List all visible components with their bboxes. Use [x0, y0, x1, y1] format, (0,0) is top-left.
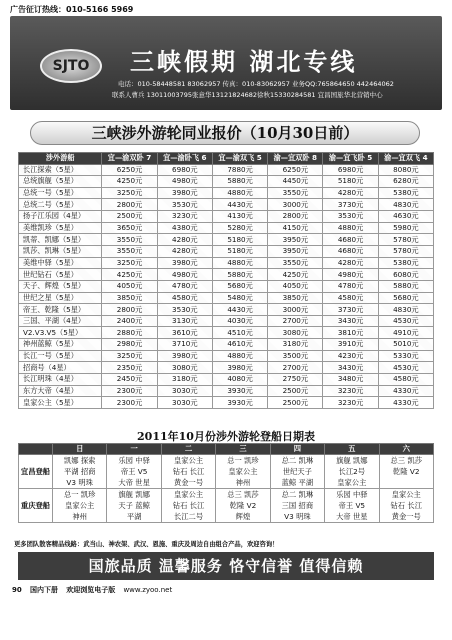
price-cell: 4280元 [157, 234, 212, 246]
ship-line: 旗舰 凯娜 [118, 490, 150, 499]
ship-line: 总二 凯琳 [281, 490, 314, 499]
ship-line: 天子 蓝鲸 [118, 501, 150, 510]
price-cell: 2980元 [102, 339, 157, 351]
price-header-cell: 涉外游船 [19, 153, 102, 165]
price-cell: 4980元 [323, 269, 378, 281]
schedule-header-cell: 六 [379, 444, 433, 455]
price-cell: 3810元 [323, 327, 378, 339]
price-cell: 4780元 [323, 280, 378, 292]
price-cell: 4050元 [102, 280, 157, 292]
price-cell: 4430元 [212, 199, 267, 211]
price-cell: 3650元 [102, 222, 157, 234]
ship-line: 钻石 长江 [390, 501, 423, 510]
price-cell: 2500元 [102, 211, 157, 223]
ship-line: 神州 [72, 512, 87, 521]
price-cell: 3950元 [268, 234, 323, 246]
ship-line: 长江二号 [173, 512, 204, 521]
ship-name-cell: 三国、平湖（4星） [19, 315, 102, 327]
price-cell: 3550元 [102, 245, 157, 257]
ship-line: 钻石 长江 [172, 501, 205, 510]
price-cell: 3730元 [323, 304, 378, 316]
website-url: www.zyoo.net [123, 586, 173, 594]
price-cell: 5010元 [378, 339, 433, 351]
table-row [19, 385, 434, 397]
price-cell: 3730元 [323, 199, 378, 211]
schedule-title: 2011年10月份涉外游轮登船日期表 [137, 430, 315, 443]
price-cell: 4680元 [323, 245, 378, 257]
page-number: 90 [12, 586, 22, 594]
ship-line: 旗舰 凯娜 [336, 456, 368, 465]
route-note: 更多团队散客精品线路：武当山、神农架、武汉、恩施、重庆及周边自由组合产品，欢迎咨询！ [14, 541, 279, 548]
ship-name-cell: 扬子江乐园（4星） [19, 211, 102, 223]
schedule-row-label: 宜昌登船 [19, 455, 53, 489]
price-cell: 5380元 [378, 187, 433, 199]
ship-name-cell: 美维中驿（5星） [19, 257, 102, 269]
price-cell: 2700元 [268, 362, 323, 374]
schedule-header-cell: 二 [161, 444, 215, 455]
price-cell: 3180元 [157, 374, 212, 386]
price-cell: 3230元 [157, 211, 212, 223]
price-table [18, 152, 434, 409]
price-cell: 5180元 [323, 176, 378, 188]
ship-line: 黄金一号 [173, 478, 204, 487]
schedule-header-cell: 三 [216, 444, 270, 455]
price-cell: 5880元 [212, 269, 267, 281]
schedule-header-cell: 日 [53, 444, 107, 455]
ship-name-cell: 总统一号（5星） [19, 187, 102, 199]
schedule-cell [216, 489, 270, 523]
price-cell: 2800元 [102, 199, 157, 211]
schedule-table [18, 443, 434, 523]
ship-name-cell: 皇家公主（5星） [19, 397, 102, 409]
ship-line: 蓝鲸 平湖 [281, 478, 314, 487]
ship-name-cell: 长江探索（5星） [19, 164, 102, 176]
schedule-header-cell: 四 [270, 444, 324, 455]
table-row [19, 269, 434, 281]
price-cell: 2500元 [268, 397, 323, 409]
schedule-header-cell [19, 444, 53, 455]
price-cell: 5480元 [212, 292, 267, 304]
price-cell: 6080元 [378, 269, 433, 281]
table-row [19, 187, 434, 199]
ship-name-cell: 神州蓝鲸（5星） [19, 339, 102, 351]
price-cell: 4380元 [157, 222, 212, 234]
price-cell: 3530元 [157, 304, 212, 316]
ship-name-cell: V2.V3.V5（5星） [19, 327, 102, 339]
schedule-header-cell: 五 [325, 444, 379, 455]
ship-line: 总三 凯莎 [227, 490, 259, 499]
ship-line: 凯娜 探索 [63, 456, 96, 465]
price-cell: 4980元 [157, 176, 212, 188]
price-cell: 3530元 [323, 211, 378, 223]
price-cell: 4130元 [212, 211, 267, 223]
price-cell: 3530元 [157, 199, 212, 211]
price-cell: 3850元 [102, 292, 157, 304]
price-cell: 2800元 [102, 304, 157, 316]
price-cell: 3930元 [212, 385, 267, 397]
schedule-cell [325, 489, 379, 523]
price-cell: 4450元 [268, 176, 323, 188]
ship-line: 三国 招商 [281, 501, 314, 510]
price-cell: 5680元 [212, 280, 267, 292]
price-cell: 3930元 [212, 397, 267, 409]
price-cell: 4330元 [378, 397, 433, 409]
ship-name-cell: 天子、辉煌（5星） [19, 280, 102, 292]
ship-line: 乾隆 V2 [229, 501, 257, 510]
brand-title: 三峡假期 湖北专线 [130, 47, 358, 76]
ship-line: 黄金一号 [391, 512, 421, 521]
price-cell: 6250元 [102, 164, 157, 176]
table-row [19, 222, 434, 234]
schedule-cell [270, 489, 324, 523]
price-cell: 3250元 [102, 257, 157, 269]
price-cell: 2300元 [102, 385, 157, 397]
schedule-cell [379, 489, 433, 523]
price-cell: 4030元 [212, 315, 267, 327]
table-row [19, 304, 434, 316]
ship-line: 皇家公主 [391, 490, 421, 499]
table-row [19, 374, 434, 386]
ship-name-cell: 长江明珠（4星） [19, 374, 102, 386]
price-cell: 6250元 [268, 164, 323, 176]
price-cell: 3610元 [157, 327, 212, 339]
ship-line: 大帝 世星 [336, 512, 368, 521]
schedule-header-cell: 一 [107, 444, 161, 455]
price-cell: 3550元 [268, 187, 323, 199]
schedule-row [19, 455, 434, 489]
price-cell: 3080元 [268, 327, 323, 339]
price-cell: 3480元 [323, 374, 378, 386]
ship-line: 钻石 长江 [172, 467, 205, 476]
contact-line-2: 联系人曹兵 13011003795张意华13121824682徐秋15330284581 宜昌国旅华北营销中心 [112, 91, 383, 99]
schedule-cell [325, 455, 379, 489]
ship-name-cell: 凯莎、凯琳（5星） [19, 245, 102, 257]
price-cell: 4530元 [378, 362, 433, 374]
price-cell: 3080元 [157, 362, 212, 374]
price-cell: 3130元 [157, 315, 212, 327]
price-cell: 4880元 [323, 222, 378, 234]
ship-line: 皇家公主 [173, 456, 204, 465]
price-cell: 3550元 [102, 234, 157, 246]
ship-line: 平湖 招商 [63, 467, 96, 476]
price-cell: 4830元 [378, 304, 433, 316]
price-header-cell: 渝—宜双卧 8 [268, 153, 323, 165]
price-cell: 4150元 [268, 222, 323, 234]
price-cell: 3850元 [268, 292, 323, 304]
ship-line: 乐园 中驿 [118, 456, 150, 465]
table-row [19, 350, 434, 362]
price-cell: 3000元 [268, 199, 323, 211]
price-cell: 3030元 [157, 397, 212, 409]
ship-name-cell: 总统旗舰（5星） [19, 176, 102, 188]
company-logo: SJTO [40, 49, 102, 83]
price-cell: 5330元 [378, 350, 433, 362]
ship-line: 大帝 世星 [118, 478, 150, 487]
price-header-cell: 宜—渝双飞 5 [212, 153, 267, 165]
price-header-cell: 宜—渝卧飞 6 [157, 153, 212, 165]
price-cell: 4680元 [323, 234, 378, 246]
schedule-cell [161, 455, 215, 489]
price-cell: 4330元 [378, 385, 433, 397]
price-cell: 3500元 [268, 350, 323, 362]
ship-line: 帝王 V5 [120, 467, 148, 476]
price-header-cell: 渝—宜飞卧 5 [323, 153, 378, 165]
price-cell: 2400元 [102, 315, 157, 327]
ship-line: 总一 凯珍 [63, 490, 96, 499]
price-cell: 5980元 [378, 222, 433, 234]
price-cell: 4250元 [268, 269, 323, 281]
table-row [19, 234, 434, 246]
ship-line [380, 477, 433, 488]
schedule-cell [270, 455, 324, 489]
page-footer [12, 585, 178, 595]
table-row [19, 292, 434, 304]
ship-line: 总二 凯琳 [281, 456, 314, 465]
price-cell: 3250元 [102, 187, 157, 199]
table-row [19, 245, 434, 257]
ship-line: 皇家公主 [173, 490, 204, 499]
ship-name-cell: 世纪之星（5星） [19, 292, 102, 304]
price-header-cell: 渝—宜双飞 4 [378, 153, 433, 165]
price-cell: 2300元 [102, 397, 157, 409]
schedule-cell [107, 455, 161, 489]
schedule-row-label: 重庆登船 [19, 489, 53, 523]
table-row [19, 176, 434, 188]
price-cell: 4630元 [378, 211, 433, 223]
schedule-cell [107, 489, 161, 523]
price-cell: 2450元 [102, 374, 157, 386]
ship-line: 总三 凯莎 [390, 456, 423, 465]
contact-line-1: 电话：010-58448581 83062957 传真：010-83062957 业务QQ:765864650 442464062 [118, 80, 394, 88]
price-cell: 4830元 [378, 199, 433, 211]
price-cell: 3250元 [102, 350, 157, 362]
price-cell: 4050元 [268, 280, 323, 292]
ship-name-cell: 东方大帝（4星） [19, 385, 102, 397]
ship-line: 长江2号 [338, 467, 366, 476]
price-cell: 4610元 [212, 339, 267, 351]
ship-line: 神州 [235, 478, 251, 487]
table-row [19, 280, 434, 292]
price-cell: 6980元 [157, 164, 212, 176]
section-name: 国内下册 [29, 586, 58, 594]
price-cell: 5180元 [212, 245, 267, 257]
ship-line: 乐园 中驿 [336, 490, 368, 499]
price-header-cell: 宜—渝双卧 7 [102, 153, 157, 165]
price-cell: 4230元 [323, 350, 378, 362]
price-cell: 8080元 [378, 164, 433, 176]
ship-name-cell: 帝王、乾隆（5星） [19, 304, 102, 316]
price-title: 三峡涉外游轮同业报价（10月30日前） [30, 121, 420, 145]
price-cell: 5880元 [212, 176, 267, 188]
schedule-cell [216, 455, 270, 489]
ship-line: 帝王 V5 [338, 501, 366, 510]
ship-name-cell: 总统二号（5星） [19, 199, 102, 211]
price-cell: 4430元 [212, 304, 267, 316]
price-cell: 4250元 [102, 269, 157, 281]
ship-line: 平湖 [126, 512, 142, 521]
ship-name-cell: 招商号（4星） [19, 362, 102, 374]
price-cell: 3550元 [268, 257, 323, 269]
price-cell: 2800元 [268, 211, 323, 223]
price-cell: 5380元 [378, 257, 433, 269]
table-row [19, 164, 434, 176]
table-row [19, 315, 434, 327]
price-cell: 3710元 [157, 339, 212, 351]
price-cell: 4280元 [157, 245, 212, 257]
price-cell: 3980元 [157, 257, 212, 269]
table-row [19, 199, 434, 211]
table-row [19, 257, 434, 269]
price-cell: 4250元 [102, 176, 157, 188]
price-cell: 3230元 [323, 385, 378, 397]
price-cell: 2750元 [268, 374, 323, 386]
ship-name-cell: 世纪钻石（5星） [19, 269, 102, 281]
price-cell: 5880元 [378, 280, 433, 292]
ship-name-cell: 长江一号（5星） [19, 350, 102, 362]
price-cell: 3430元 [323, 362, 378, 374]
ship-line: 皇家公主 [228, 467, 258, 476]
header-banner [10, 16, 442, 110]
price-cell: 3980元 [212, 362, 267, 374]
price-cell: 4580元 [378, 374, 433, 386]
ad-hotline: 广告征订热线：010-5166 5969 [10, 5, 134, 14]
price-cell: 3980元 [157, 350, 212, 362]
price-cell: 5780元 [378, 234, 433, 246]
price-cell: 4580元 [323, 292, 378, 304]
price-cell: 3430元 [323, 315, 378, 327]
price-cell: 4880元 [212, 257, 267, 269]
price-cell: 4510元 [212, 327, 267, 339]
table-row [19, 211, 434, 223]
price-cell: 5180元 [212, 234, 267, 246]
price-cell: 4880元 [212, 350, 267, 362]
price-cell: 7880元 [212, 164, 267, 176]
price-cell: 4880元 [212, 187, 267, 199]
table-row [19, 327, 434, 339]
price-cell: 2500元 [268, 385, 323, 397]
schedule-row [19, 489, 434, 523]
table-row [19, 362, 434, 374]
ship-line: 世纪天子 [282, 467, 312, 476]
price-cell: 4530元 [378, 315, 433, 327]
price-cell: 5780元 [378, 245, 433, 257]
price-cell: 3000元 [268, 304, 323, 316]
ship-line: 总一 凯珍 [227, 456, 259, 465]
ebook-promo: 欢迎浏览电子版 [66, 586, 116, 594]
price-cell: 2880元 [102, 327, 157, 339]
price-cell: 4580元 [157, 292, 212, 304]
price-cell: 3230元 [323, 397, 378, 409]
schedule-cell [53, 455, 107, 489]
price-cell: 3980元 [157, 187, 212, 199]
schedule-cell [379, 455, 433, 489]
ship-name-cell: 凯蒂、凯娜（5星） [19, 234, 102, 246]
price-cell: 3950元 [268, 245, 323, 257]
schedule-cell [161, 489, 215, 523]
slogan-banner: 国旅品质 温馨服务 恪守信誉 值得信赖 [18, 552, 434, 580]
price-cell: 4280元 [323, 187, 378, 199]
ship-name-cell: 美维凯珍（5星） [19, 222, 102, 234]
price-cell: 2700元 [268, 315, 323, 327]
price-cell: 4280元 [323, 257, 378, 269]
price-cell: 6980元 [323, 164, 378, 176]
price-cell: 3910元 [323, 339, 378, 351]
price-cell: 2350元 [102, 362, 157, 374]
price-cell: 4080元 [212, 374, 267, 386]
table-row [19, 339, 434, 351]
price-cell: 5280元 [212, 222, 267, 234]
price-cell: 3030元 [157, 385, 212, 397]
ship-line: V3 明珠 [66, 478, 93, 487]
ship-line: 辉煌 [235, 512, 251, 521]
table-row [19, 397, 434, 409]
price-cell: 4980元 [157, 269, 212, 281]
ship-line: V3 明珠 [284, 512, 311, 521]
price-cell: 5680元 [378, 292, 433, 304]
schedule-cell [53, 489, 107, 523]
ship-line: 乾隆 V2 [392, 467, 420, 476]
price-cell: 4780元 [157, 280, 212, 292]
price-cell: 6280元 [378, 176, 433, 188]
ship-line: 皇家公主 [65, 501, 95, 510]
price-cell: 4910元 [378, 327, 433, 339]
ship-line: 皇家公主 [337, 478, 367, 487]
price-cell: 3180元 [268, 339, 323, 351]
